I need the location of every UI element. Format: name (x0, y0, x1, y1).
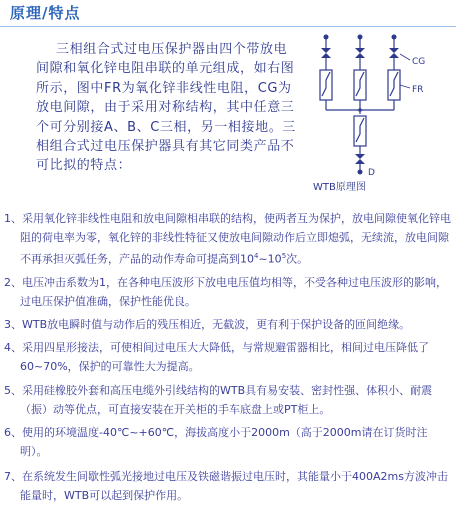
fr-label: FR (412, 85, 424, 95)
title-divider (0, 26, 456, 27)
feature-item-4 (4, 339, 452, 376)
feature-item-1 (4, 210, 452, 269)
feature-1-mid: ~10 (258, 252, 282, 266)
feature-7-text: 7、在系统发生间歇性弧光接地过电压及铁磁谐振过电压时，其能量小于400A2ms方波冲击能量时，WTB可以起到保护作用。 (4, 470, 448, 502)
intro-paragraph: 三相组合式过电压保护器由四个带放电间隙和氧化锌电阻串联的单元组成，如右图所示，图中FR为氧化锌非线性电阻，CG为放电间隙，由于采用对称结构，其中任意三个可分别接A、B、C三相，另一相接地。三相组合式过电压保护器具有其它同类产品不可比拟的特点： (36, 42, 296, 174)
feature-4-text: 4、采用四星形接法，可使相间过电压大大降低，与常规避雷器相比，相间过电压降低了60~70%，保护的可靠性大为提高。 (4, 341, 429, 373)
feature-1-end: 次。 (286, 252, 309, 266)
feature-item-6 (4, 424, 452, 461)
feature-item-5 (4, 382, 452, 419)
feature-2-text: 2、电压冲击系数为1，在各种电压波形下放电电压值均相等，不受各种过电压波形的影响，过电压保护值准确，保护性能优良。 (4, 276, 447, 308)
diagram-caption: WTB原理图 (313, 182, 366, 193)
feature-3-text: 3、WTB放电瞬时值与动作后的残压相近，无截波，更有利于保护设备的匝间绝缘。 (4, 318, 411, 331)
feature-item-2 (4, 274, 452, 311)
feature-5-text: 5、采用硅橡胶外套和高压电缆外引线结构的WTB具有易安装、密封性强、体积小、耐震（振）动等优点，可直接安装在开关柜的手车底盘上或PT柜上。 (4, 384, 433, 416)
feature-1-exp-2: 5 (281, 252, 287, 260)
ground-d-label: D (368, 168, 375, 178)
feature-item-3 (4, 316, 452, 335)
feature-6-text: 6、使用的环境温度-40℃~+60℃，海拔高度小于2000m（高于2000m请在订货时注明）。 (4, 426, 428, 458)
feature-1-exp-1: 4 (254, 252, 259, 260)
page-title: 原理/特点 (10, 4, 81, 22)
wtb-schematic-diagram (298, 30, 448, 188)
feature-item-7 (4, 468, 452, 505)
feature-1-text: 1、采用氧化锌非线性电阻和放电间隙相串联的结构，使两者互为保护，放电间隙使氧化锌电阻的荷电率为零，氧化锌的非线性特征又使放电间隙动作后立即熄弧，无续流，放电间隙不再承担灭弧任务，产品的动作寿命可提高到10 (4, 212, 451, 266)
cg-label: CG (412, 57, 426, 67)
